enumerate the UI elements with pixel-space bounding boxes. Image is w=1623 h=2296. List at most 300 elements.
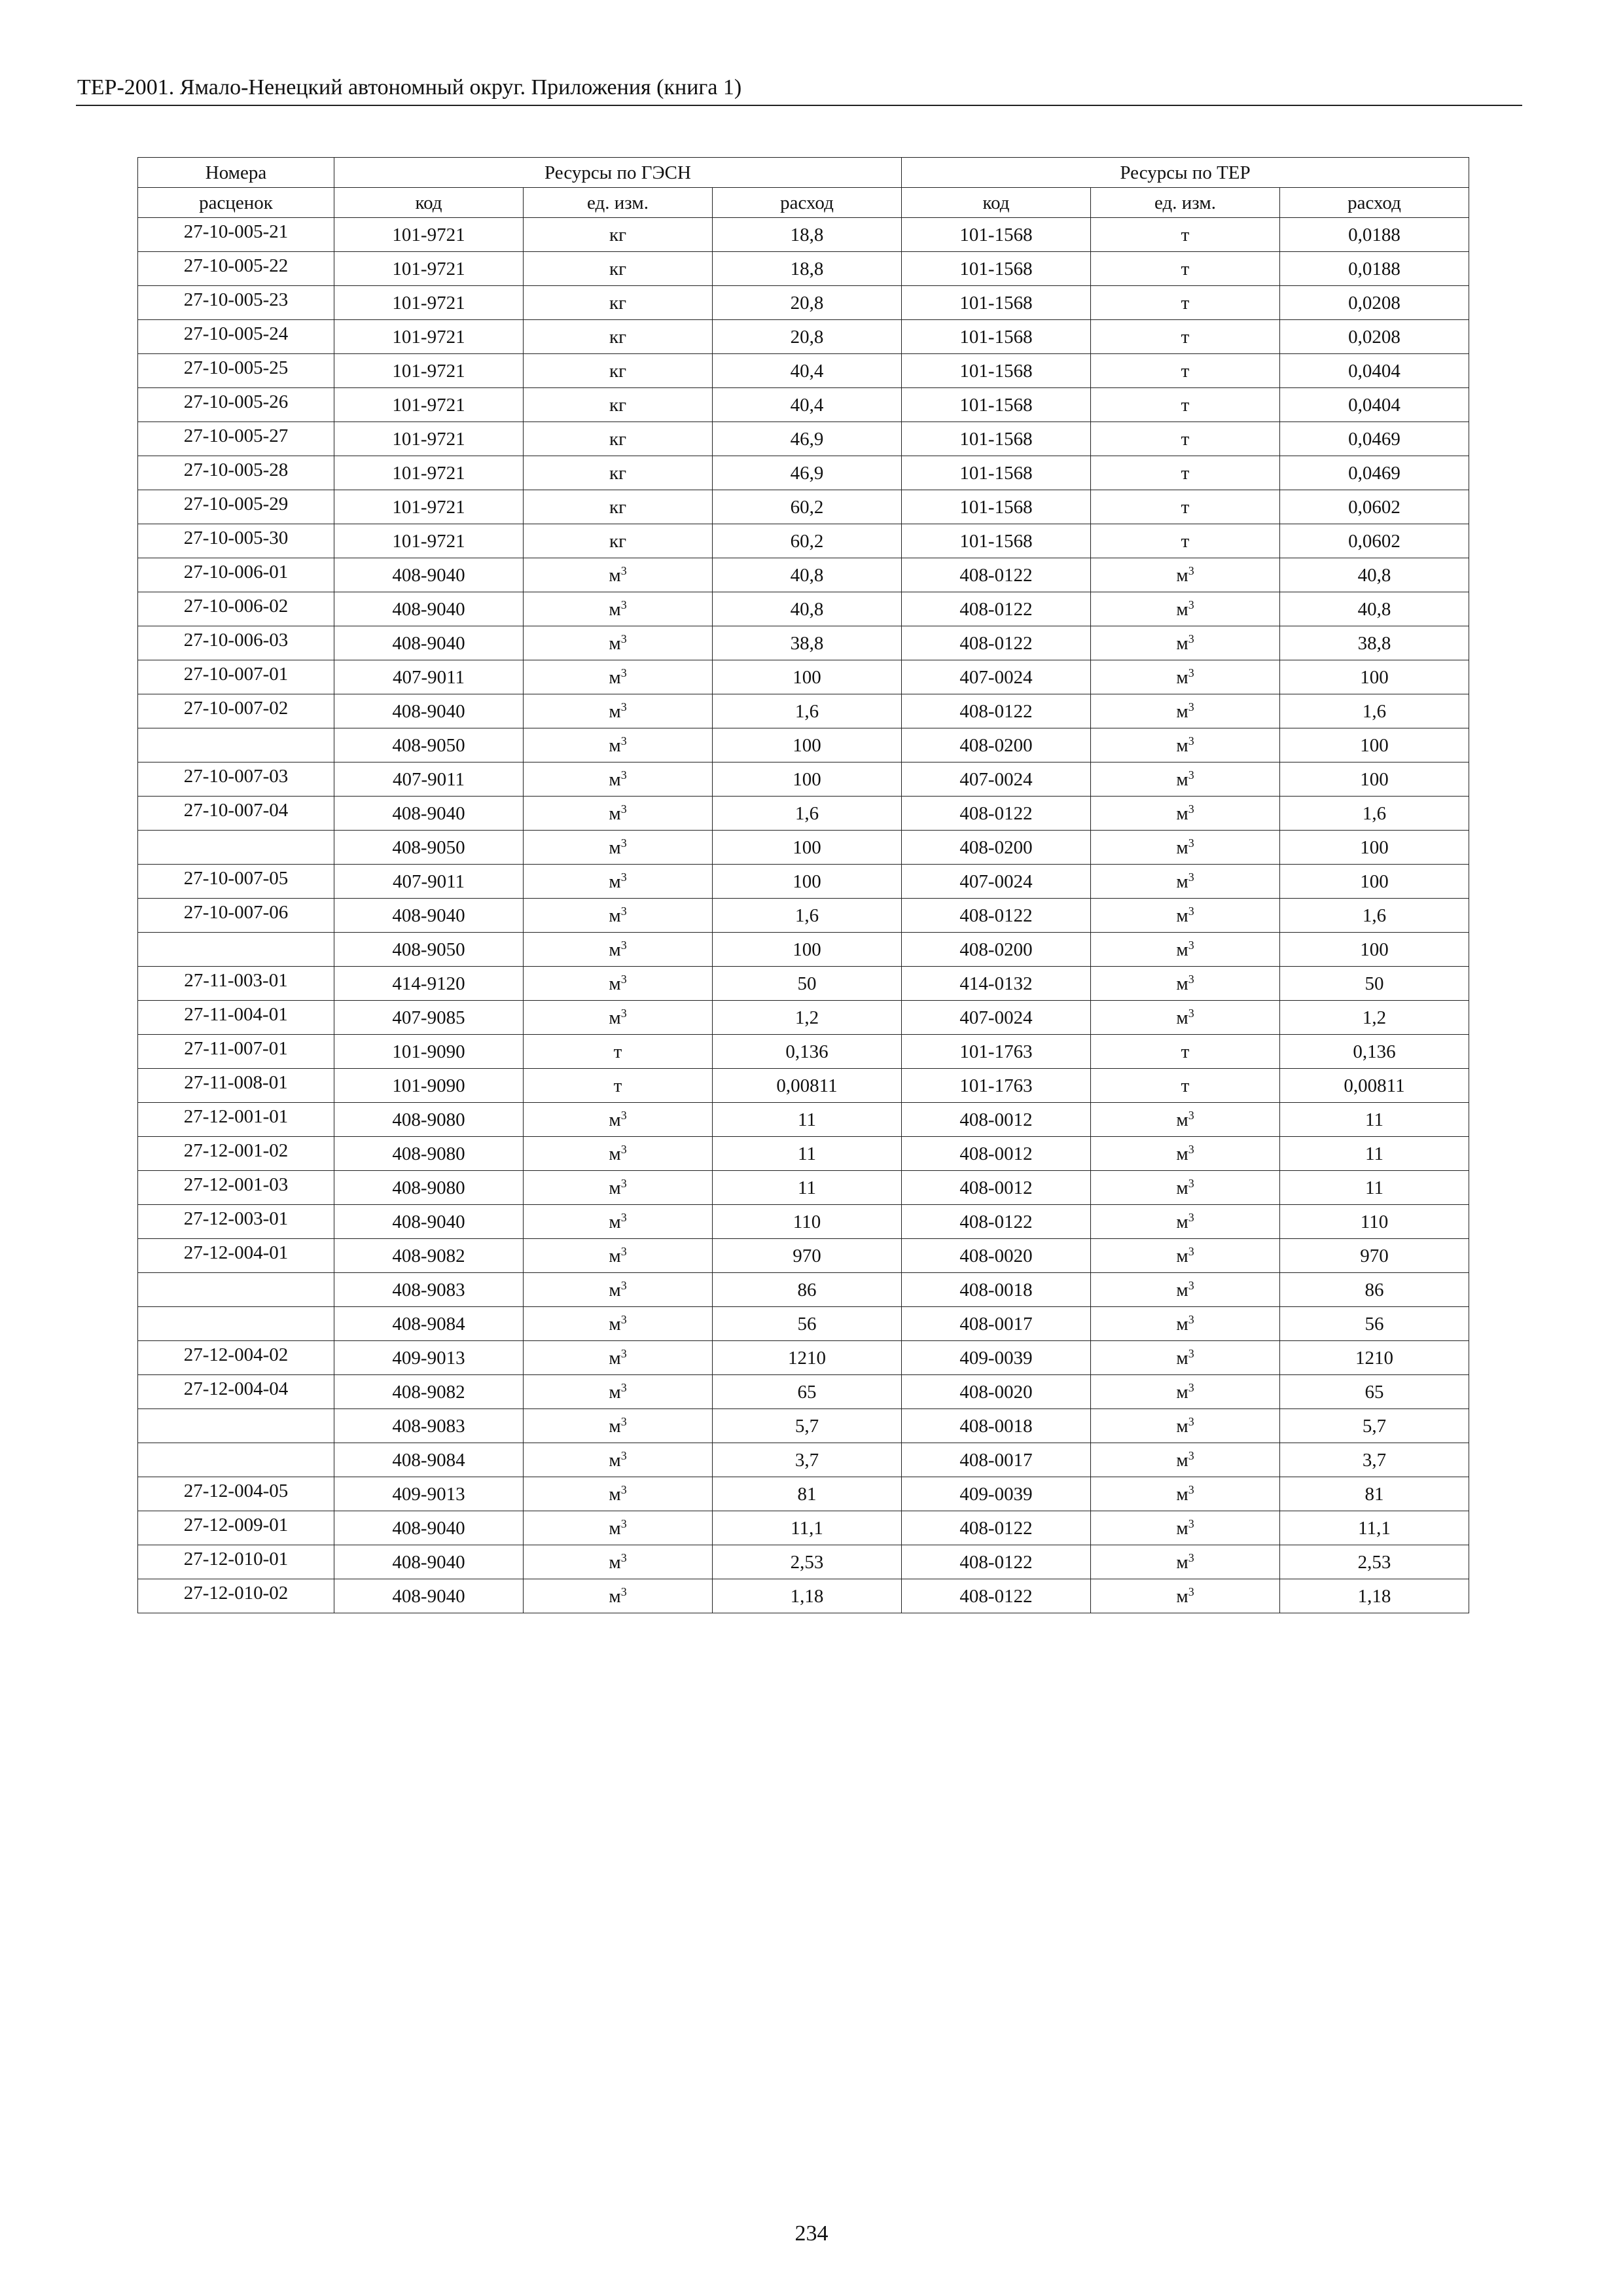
rate-number-cell: 27-12-009-01 (138, 1511, 334, 1545)
gesn-rate-cell: 1,18 (713, 1579, 902, 1613)
ter-rate-cell: 0,0404 (1280, 354, 1469, 388)
unit-exponent: 3 (620, 598, 627, 611)
rate-number-cell: 27-10-006-01 (138, 558, 334, 592)
ter-rate-cell: 2,53 (1280, 1545, 1469, 1579)
rate-number-cell: 27-10-006-02 (138, 592, 334, 626)
gesn-code-cell: 101-9090 (334, 1035, 524, 1069)
unit-base: м (1176, 666, 1188, 688)
ter-unit-cell: т (1091, 218, 1280, 252)
gesn-unit-cell (524, 1205, 713, 1239)
ter-unit-cell (1091, 933, 1280, 967)
ter-unit-cell: т (1091, 354, 1280, 388)
ter-code-header: код (902, 188, 1091, 218)
unit-base: м (1176, 1415, 1188, 1437)
unit-exponent: 3 (1188, 1346, 1194, 1360)
gesn-code-cell: 101-9721 (334, 524, 524, 558)
rate-number-cell: 27-10-007-05 (138, 865, 334, 899)
table-row (138, 456, 1469, 490)
ter-rate-cell: 40,8 (1280, 558, 1469, 592)
table-row (138, 728, 1469, 762)
rate-number-cell: 27-10-005-23 (138, 286, 334, 320)
ter-unit-cell (1091, 1477, 1280, 1511)
ter-unit-cell (1091, 1511, 1280, 1545)
gesn-code-cell: 101-9721 (334, 490, 524, 524)
unit-exponent: 3 (620, 1414, 627, 1428)
table-row (138, 1001, 1469, 1035)
gesn-rate-cell: 5,7 (713, 1409, 902, 1443)
unit-exponent: 3 (1188, 1414, 1194, 1428)
ter-code-cell: 408-0122 (902, 797, 1091, 831)
unit-base: м (609, 1347, 621, 1369)
rate-number-cell: 27-12-010-01 (138, 1545, 334, 1579)
gesn-code-cell: 408-9040 (334, 592, 524, 626)
ter-rate-cell: 100 (1280, 728, 1469, 762)
table-row (138, 388, 1469, 422)
ter-unit-cell (1091, 797, 1280, 831)
ter-rate-cell: 1,6 (1280, 899, 1469, 933)
ter-code-cell: 101-1568 (902, 252, 1091, 286)
gesn-rate-cell: 100 (713, 831, 902, 865)
gesn-code-cell: 101-9721 (334, 320, 524, 354)
unit-base: м (1176, 1109, 1188, 1130)
unit-exponent: 3 (620, 1278, 627, 1292)
unit-exponent: 3 (1188, 666, 1194, 679)
unit-base: м (1176, 939, 1188, 960)
gesn-unit-cell (524, 694, 713, 728)
ter-unit-cell (1091, 1375, 1280, 1409)
ter-code-cell: 408-0018 (902, 1409, 1091, 1443)
gesn-rate-cell: 46,9 (713, 422, 902, 456)
gesn-code-cell: 101-9721 (334, 354, 524, 388)
gesn-rate-cell: 40,4 (713, 354, 902, 388)
table-row (138, 592, 1469, 626)
unit-exponent: 3 (1188, 734, 1194, 747)
ter-unit-cell (1091, 592, 1280, 626)
gesn-unit-cell (524, 1273, 713, 1307)
gesn-code-cell: 409-9013 (334, 1341, 524, 1375)
ter-rate-cell: 100 (1280, 660, 1469, 694)
gesn-code-cell: 408-9082 (334, 1375, 524, 1409)
table-row (138, 218, 1469, 252)
ter-unit-cell (1091, 1579, 1280, 1613)
unit-exponent: 3 (1188, 1108, 1194, 1122)
gesn-code-cell: 408-9040 (334, 694, 524, 728)
ter-unit-cell (1091, 967, 1280, 1001)
gesn-rate-header: расход (713, 188, 902, 218)
ter-unit-cell: т (1091, 320, 1280, 354)
gesn-code-header: код (334, 188, 524, 218)
gesn-code-cell: 408-9040 (334, 626, 524, 660)
table-row (138, 1579, 1469, 1613)
gesn-rate-cell: 11 (713, 1137, 902, 1171)
page-number: 234 (794, 2221, 829, 2246)
unit-base: м (609, 1007, 621, 1028)
gesn-rate-cell: 100 (713, 865, 902, 899)
rate-number-cell (138, 831, 334, 865)
ter-rate-cell: 0,136 (1280, 1035, 1469, 1069)
table-row (138, 558, 1469, 592)
unit-exponent: 3 (1188, 870, 1194, 884)
ter-unit-cell (1091, 694, 1280, 728)
gesn-code-cell: 408-9040 (334, 1511, 524, 1545)
ter-code-cell: 407-0024 (902, 1001, 1091, 1035)
ter-code-cell: 101-1568 (902, 490, 1091, 524)
gesn-rate-cell: 110 (713, 1205, 902, 1239)
table-row (138, 762, 1469, 797)
ter-unit-cell (1091, 1409, 1280, 1443)
ter-unit-cell (1091, 660, 1280, 694)
gesn-code-cell: 101-9721 (334, 456, 524, 490)
rate-number-cell: 27-12-001-02 (138, 1137, 334, 1171)
table-row (138, 320, 1469, 354)
col-numbers-label: Номера (138, 158, 334, 188)
rate-number-cell: 27-11-004-01 (138, 1001, 334, 1035)
unit-base: м (1176, 1483, 1188, 1505)
gesn-rate-cell: 38,8 (713, 626, 902, 660)
unit-exponent: 3 (1188, 768, 1194, 781)
unit-exponent: 3 (1188, 1585, 1194, 1598)
unit-exponent: 3 (1188, 1244, 1194, 1258)
unit-exponent: 3 (1188, 1380, 1194, 1394)
resource-table (137, 157, 1469, 1613)
ter-unit-cell: т (1091, 388, 1280, 422)
unit-base: м (609, 1449, 621, 1471)
gesn-rate-cell: 18,8 (713, 252, 902, 286)
ter-rate-cell: 0,00811 (1280, 1069, 1469, 1103)
ter-unit-cell: т (1091, 422, 1280, 456)
ter-unit-cell (1091, 728, 1280, 762)
gesn-unit-cell (524, 1375, 713, 1409)
gesn-code-cell: 408-9040 (334, 1579, 524, 1613)
table-row (138, 1375, 1469, 1409)
ter-rate-cell: 11 (1280, 1137, 1469, 1171)
gesn-rate-cell: 100 (713, 660, 902, 694)
unit-exponent: 3 (1188, 904, 1194, 918)
col-numbers-label-2: расценок (138, 188, 334, 218)
rate-number-cell: 27-12-001-03 (138, 1171, 334, 1205)
unit-exponent: 3 (620, 1516, 627, 1530)
gesn-code-cell: 414-9120 (334, 967, 524, 1001)
ter-code-cell: 408-0012 (902, 1137, 1091, 1171)
unit-exponent: 3 (1188, 632, 1194, 645)
unit-base: м (609, 1415, 621, 1437)
ter-code-cell: 407-0024 (902, 762, 1091, 797)
unit-base: м (1176, 768, 1188, 790)
unit-exponent: 3 (620, 870, 627, 884)
gesn-code-cell: 408-9080 (334, 1171, 524, 1205)
ter-rate-cell: 1,6 (1280, 797, 1469, 831)
gesn-rate-cell: 1,6 (713, 797, 902, 831)
unit-exponent: 3 (1188, 802, 1194, 816)
gesn-code-cell: 408-9050 (334, 831, 524, 865)
unit-base: м (1176, 836, 1188, 858)
ter-code-cell: 409-0039 (902, 1477, 1091, 1511)
gesn-unit-cell (524, 1341, 713, 1375)
unit-exponent: 3 (1188, 1482, 1194, 1496)
ter-rate-cell: 1210 (1280, 1341, 1469, 1375)
gesn-rate-cell: 56 (713, 1307, 902, 1341)
ter-code-cell: 101-1568 (902, 354, 1091, 388)
gesn-code-cell: 408-9084 (334, 1307, 524, 1341)
gesn-unit-cell (524, 728, 713, 762)
ter-rate-cell: 100 (1280, 865, 1469, 899)
table-row (138, 865, 1469, 899)
gesn-code-cell: 101-9721 (334, 422, 524, 456)
ter-unit-cell (1091, 1171, 1280, 1205)
ter-code-cell: 408-0122 (902, 1545, 1091, 1579)
unit-base: м (1176, 870, 1188, 892)
gesn-unit-cell: кг (524, 490, 713, 524)
ter-rate-cell: 50 (1280, 967, 1469, 1001)
table-row (138, 694, 1469, 728)
table-row (138, 1137, 1469, 1171)
ter-rate-cell: 38,8 (1280, 626, 1469, 660)
unit-exponent: 3 (620, 564, 627, 577)
unit-base: м (1176, 1313, 1188, 1335)
unit-exponent: 3 (620, 1176, 627, 1190)
unit-base: м (609, 1585, 621, 1607)
gesn-rate-cell: 60,2 (713, 524, 902, 558)
rate-number-cell: 27-10-007-01 (138, 660, 334, 694)
ter-unit-cell (1091, 1307, 1280, 1341)
gesn-unit-cell (524, 762, 713, 797)
ter-code-cell: 101-1568 (902, 422, 1091, 456)
gesn-rate-cell: 20,8 (713, 320, 902, 354)
unit-exponent: 3 (620, 1346, 627, 1360)
table-row (138, 660, 1469, 694)
ter-unit-cell: т (1091, 1069, 1280, 1103)
unit-base: м (609, 1551, 621, 1573)
unit-base: м (609, 734, 621, 756)
gesn-rate-cell: 20,8 (713, 286, 902, 320)
ter-code-cell: 101-1568 (902, 456, 1091, 490)
table-row (138, 1171, 1469, 1205)
rate-number-cell: 27-10-007-03 (138, 762, 334, 797)
unit-base: м (609, 700, 621, 722)
gesn-code-cell: 101-9090 (334, 1069, 524, 1103)
unit-base: м (609, 666, 621, 688)
gesn-rate-cell: 50 (713, 967, 902, 1001)
unit-exponent: 3 (620, 666, 627, 679)
table-row (138, 831, 1469, 865)
ter-code-cell: 407-0024 (902, 660, 1091, 694)
gesn-code-cell: 408-9040 (334, 558, 524, 592)
gesn-code-cell: 101-9721 (334, 252, 524, 286)
page-header: ТЕР-2001. Ямало-Ненецкий автономный округ. Приложения (книга 1) (77, 75, 742, 99)
gesn-code-cell: 407-9011 (334, 762, 524, 797)
ter-unit-header: ед. изм. (1091, 188, 1280, 218)
gesn-unit-cell: кг (524, 388, 713, 422)
ter-unit-cell (1091, 865, 1280, 899)
ter-rate-cell: 0,0602 (1280, 490, 1469, 524)
unit-exponent: 3 (620, 700, 627, 713)
ter-rate-cell: 40,8 (1280, 592, 1469, 626)
rate-number-cell: 27-10-005-26 (138, 388, 334, 422)
unit-base: м (1176, 1347, 1188, 1369)
gesn-unit-cell (524, 1511, 713, 1545)
ter-rate-cell: 100 (1280, 933, 1469, 967)
ter-unit-cell: т (1091, 456, 1280, 490)
rate-number-cell: 27-12-004-05 (138, 1477, 334, 1511)
table-row (138, 797, 1469, 831)
gesn-unit-cell (524, 865, 713, 899)
ter-rate-cell: 110 (1280, 1205, 1469, 1239)
unit-base: м (609, 905, 621, 926)
gesn-unit-cell: кг (524, 252, 713, 286)
table-row (138, 252, 1469, 286)
unit-exponent: 3 (1188, 938, 1194, 952)
unit-exponent: 3 (1188, 700, 1194, 713)
ter-code-cell: 408-0122 (902, 1205, 1091, 1239)
unit-base: м (1176, 598, 1188, 620)
gesn-rate-cell: 40,4 (713, 388, 902, 422)
ter-code-cell: 408-0200 (902, 831, 1091, 865)
gesn-rate-cell: 100 (713, 762, 902, 797)
gesn-rate-cell: 3,7 (713, 1443, 902, 1477)
table-row (138, 899, 1469, 933)
gesn-code-cell: 101-9721 (334, 286, 524, 320)
unit-base: м (609, 1313, 621, 1335)
gesn-unit-cell (524, 1443, 713, 1477)
unit-exponent: 3 (620, 904, 627, 918)
gesn-unit-cell: кг (524, 456, 713, 490)
gesn-unit-cell (524, 1579, 713, 1613)
ter-code-cell: 408-0122 (902, 1579, 1091, 1613)
gesn-rate-cell: 40,8 (713, 592, 902, 626)
rate-number-cell: 27-11-007-01 (138, 1035, 334, 1069)
gesn-rate-cell: 0,00811 (713, 1069, 902, 1103)
unit-exponent: 3 (1188, 1210, 1194, 1224)
ter-unit-cell (1091, 626, 1280, 660)
gesn-unit-header: ед. изм. (524, 188, 713, 218)
unit-exponent: 3 (620, 734, 627, 747)
unit-base: м (1176, 1177, 1188, 1198)
unit-base: м (609, 836, 621, 858)
gesn-code-cell: 408-9050 (334, 933, 524, 967)
gesn-rate-cell: 86 (713, 1273, 902, 1307)
ter-rate-cell: 1,2 (1280, 1001, 1469, 1035)
unit-exponent: 3 (620, 1380, 627, 1394)
gesn-unit-cell (524, 558, 713, 592)
unit-exponent: 3 (1188, 1278, 1194, 1292)
gesn-code-cell: 408-9084 (334, 1443, 524, 1477)
unit-exponent: 3 (620, 972, 627, 986)
table-row (138, 967, 1469, 1001)
unit-base: м (609, 870, 621, 892)
gesn-rate-cell: 0,136 (713, 1035, 902, 1069)
group-ter-label: Ресурсы по ТЕР (902, 158, 1469, 188)
ter-unit-cell: т (1091, 252, 1280, 286)
header-rule (76, 105, 1522, 106)
ter-rate-cell: 1,18 (1280, 1579, 1469, 1613)
rate-number-cell: 27-10-007-04 (138, 797, 334, 831)
unit-exponent: 3 (1188, 1142, 1194, 1156)
ter-unit-cell (1091, 762, 1280, 797)
gesn-rate-cell: 11 (713, 1171, 902, 1205)
gesn-rate-cell: 46,9 (713, 456, 902, 490)
table-row (138, 286, 1469, 320)
rate-number-cell: 27-12-004-04 (138, 1375, 334, 1409)
ter-unit-cell: т (1091, 490, 1280, 524)
ter-code-cell: 409-0039 (902, 1341, 1091, 1375)
header-row-1 (138, 158, 1469, 188)
ter-unit-cell (1091, 1001, 1280, 1035)
ter-code-cell: 408-0122 (902, 694, 1091, 728)
ter-code-cell: 101-1568 (902, 218, 1091, 252)
gesn-code-cell: 408-9080 (334, 1137, 524, 1171)
table-row (138, 1239, 1469, 1273)
unit-exponent: 3 (1188, 1006, 1194, 1020)
unit-base: м (1176, 905, 1188, 926)
unit-base: м (609, 1143, 621, 1164)
unit-base: м (1176, 1585, 1188, 1607)
gesn-unit-cell: кг (524, 354, 713, 388)
unit-base: м (609, 598, 621, 620)
rate-number-cell: 27-10-005-27 (138, 422, 334, 456)
gesn-code-cell: 408-9040 (334, 1205, 524, 1239)
gesn-unit-cell (524, 967, 713, 1001)
ter-rate-cell: 65 (1280, 1375, 1469, 1409)
gesn-unit-cell: т (524, 1069, 713, 1103)
gesn-unit-cell (524, 1137, 713, 1171)
unit-base: м (1176, 1245, 1188, 1266)
unit-base: м (1176, 1517, 1188, 1539)
unit-base: м (1176, 1143, 1188, 1164)
gesn-rate-cell: 1,6 (713, 694, 902, 728)
gesn-code-cell: 101-9721 (334, 218, 524, 252)
unit-exponent: 3 (620, 1448, 627, 1462)
ter-rate-cell: 1,6 (1280, 694, 1469, 728)
gesn-code-cell: 407-9011 (334, 865, 524, 899)
unit-exponent: 3 (1188, 1448, 1194, 1462)
table-row (138, 1307, 1469, 1341)
table-row (138, 626, 1469, 660)
ter-code-cell: 101-1568 (902, 524, 1091, 558)
rate-number-cell: 27-10-005-21 (138, 218, 334, 252)
gesn-code-cell: 408-9083 (334, 1273, 524, 1307)
ter-rate-header: расход (1280, 188, 1469, 218)
gesn-rate-cell: 40,8 (713, 558, 902, 592)
ter-code-cell: 408-0122 (902, 899, 1091, 933)
table-row (138, 1103, 1469, 1137)
ter-rate-cell: 56 (1280, 1307, 1469, 1341)
gesn-rate-cell: 100 (713, 933, 902, 967)
table-row (138, 1409, 1469, 1443)
ter-code-cell: 414-0132 (902, 967, 1091, 1001)
unit-base: м (609, 1177, 621, 1198)
ter-code-cell: 101-1763 (902, 1069, 1091, 1103)
ter-code-cell: 408-0017 (902, 1307, 1091, 1341)
ter-unit-cell: т (1091, 286, 1280, 320)
gesn-unit-cell (524, 1307, 713, 1341)
ter-rate-cell: 0,0208 (1280, 320, 1469, 354)
ter-code-cell: 408-0012 (902, 1103, 1091, 1137)
ter-rate-cell: 11 (1280, 1171, 1469, 1205)
gesn-unit-cell (524, 899, 713, 933)
ter-rate-cell: 11 (1280, 1103, 1469, 1137)
unit-base: м (609, 1517, 621, 1539)
rate-number-cell: 27-12-004-02 (138, 1341, 334, 1375)
ter-rate-cell: 81 (1280, 1477, 1469, 1511)
ter-rate-cell: 3,7 (1280, 1443, 1469, 1477)
unit-exponent: 3 (620, 1312, 627, 1326)
gesn-unit-cell (524, 1409, 713, 1443)
ter-unit-cell (1091, 899, 1280, 933)
unit-base: м (1176, 1551, 1188, 1573)
unit-base: м (1176, 1211, 1188, 1232)
unit-exponent: 3 (620, 1006, 627, 1020)
unit-exponent: 3 (620, 1551, 627, 1564)
